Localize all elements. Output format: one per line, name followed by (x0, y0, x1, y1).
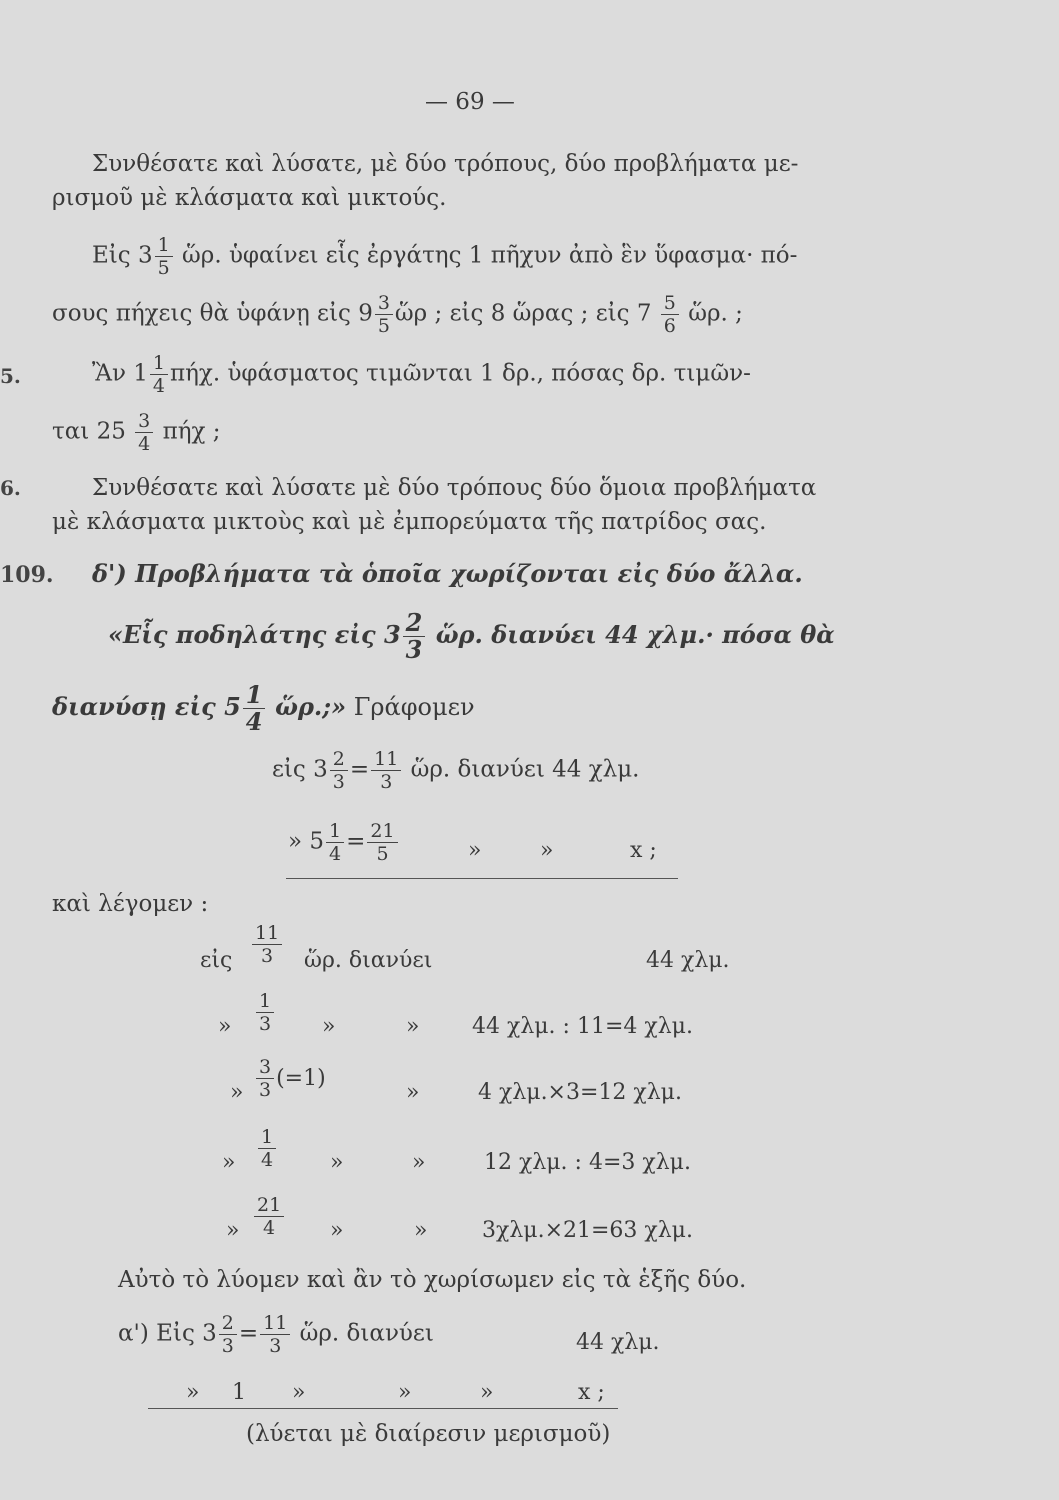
numerator: 21 (367, 820, 397, 843)
section-number: 109. (0, 562, 54, 588)
numerator: 5 (661, 292, 679, 315)
ditto-mark: » (322, 1014, 336, 1039)
divider-line (286, 878, 678, 879)
text-line (92, 234, 797, 279)
fraction (403, 610, 426, 663)
fraction (155, 234, 173, 279)
ditto-mark: » (330, 1218, 344, 1243)
unknown-x: x ; (578, 1380, 605, 1405)
numerator: 2 (403, 610, 426, 637)
numerator: 1 (155, 234, 173, 257)
text-fragment: ὥρ. ὑφαίνει εἷς ἐργάτης 1 πῆχυν ἀπὸ ἓν ὕφασμα· πό- (182, 242, 798, 269)
ditto-mark: » (330, 1150, 344, 1175)
page-number: — 69 — (425, 89, 515, 115)
ditto-mark: » (186, 1380, 200, 1405)
text-line: καὶ λέγομεν : (52, 891, 209, 917)
problem-line (108, 610, 835, 663)
fraction (256, 990, 274, 1035)
note-line: (λύεται μὲ διαίρεσιν μερισμοῦ) (246, 1421, 611, 1447)
numerator: 2 (330, 748, 348, 771)
ditto-mark: » (480, 1380, 494, 1405)
alpha2-one: 1 (232, 1380, 246, 1405)
numerator: 1 (243, 682, 266, 709)
fraction (375, 292, 393, 337)
alpha-result: 44 χλμ. (576, 1330, 660, 1355)
text-fragment: Γράφομεν (353, 693, 475, 721)
row-result: 4 χλμ.×3=12 χλμ. (478, 1080, 682, 1105)
ditto-mark: » (406, 1080, 420, 1105)
text-fragment: «Εἷς ποδηλάτης εἰς 3 (108, 620, 401, 649)
denominator: 5 (157, 257, 170, 279)
fraction (219, 1312, 237, 1357)
margin-number: 5. (0, 364, 21, 388)
denominator: 4 (152, 375, 165, 397)
fraction (252, 922, 282, 967)
fraction-cell (254, 1056, 326, 1101)
ditto-mark: » (540, 838, 554, 863)
text-fragment: εἰς 3 (272, 756, 328, 783)
numerator: 21 (254, 1194, 284, 1217)
numerator: 11 (252, 922, 282, 945)
denominator: 5 (377, 315, 390, 337)
numerator: 11 (260, 1312, 290, 1335)
numerator: 1 (258, 1126, 276, 1149)
fraction-cell (256, 1126, 278, 1171)
ditto-mark: » (406, 1014, 420, 1039)
denominator: 4 (261, 1149, 274, 1171)
row-prefix: εἰς (200, 948, 233, 973)
denominator: 5 (376, 843, 389, 865)
numerator: 11 (371, 748, 401, 771)
denominator: 3 (259, 1079, 272, 1101)
row-prefix: » (230, 1080, 244, 1105)
text-fragment: διανύσῃ εἰς 5 (52, 692, 241, 721)
denominator: 4 (138, 433, 151, 455)
text-fragment: πήχ ; (162, 418, 221, 445)
text-fragment: ὥρ. ; (688, 300, 743, 327)
fraction (256, 1056, 274, 1101)
text-fragment: ὥρ. διανύει (299, 1320, 434, 1347)
text-fragment: σους πήχεις θὰ ὑφάνῃ εἰς 9 (52, 300, 373, 327)
denominator: 4 (329, 843, 342, 865)
fraction (661, 292, 679, 337)
numerator: 3 (375, 292, 393, 315)
row-label: ὥρ. διανύει (304, 948, 433, 973)
unknown-x: x ; (630, 838, 657, 863)
text-fragment: α') Εἰς 3 (118, 1320, 217, 1347)
fraction (371, 748, 401, 793)
divider-line (148, 1408, 618, 1409)
row-prefix: » (218, 1014, 232, 1039)
fraction (367, 820, 397, 865)
fraction-note: (=1) (276, 1066, 326, 1091)
text-line (92, 352, 751, 397)
denominator: 3 (332, 771, 345, 793)
numerator: 2 (219, 1312, 237, 1335)
text-line: Αὐτὸ τὸ λύομεν καὶ ἂν τὸ χωρίσωμεν εἰς τὰ ἑξῆς δύο. (118, 1267, 747, 1293)
text-fragment: Ἂν 1 (92, 360, 148, 387)
text-fragment: ὥρ ; εἰς 8 ὥρας ; εἰς 7 (394, 300, 652, 327)
fraction-cell (252, 1194, 286, 1239)
section-heading: δ') Προβλήματα τὰ ὁποῖα χωρίζονται εἰς δύο ἄλλα. (92, 559, 803, 588)
text-fragment: ὥρ. διανύει 44 χλμ.· πόσα θὰ (435, 620, 835, 649)
fraction (254, 1194, 284, 1239)
ditto-mark: » (292, 1380, 306, 1405)
row-prefix: » (222, 1150, 236, 1175)
fraction (330, 748, 348, 793)
denominator: 3 (269, 1335, 282, 1357)
problem-line (52, 682, 475, 735)
denominator: 6 (663, 315, 676, 337)
row-result: 44 χλμ. (646, 948, 730, 973)
fraction (258, 1126, 276, 1171)
equals-sign: = (349, 756, 370, 783)
numerator: 3 (135, 410, 153, 433)
ditto-mark: » (412, 1150, 426, 1175)
text-fragment: ὥρ. διανύει 44 χλμ. (410, 756, 640, 783)
numerator: 3 (256, 1056, 274, 1079)
text-fragment: ὥρ.;» (275, 692, 347, 721)
fraction-cell (254, 990, 276, 1035)
fraction (260, 1312, 290, 1357)
equals-sign: = (346, 828, 366, 855)
denominator: 3 (405, 635, 423, 664)
ditto-mark: » (468, 838, 482, 863)
denominator: 3 (380, 771, 393, 793)
margin-number: 6. (0, 476, 21, 500)
text-line (52, 410, 220, 455)
text-fragment: ται 25 (52, 418, 126, 445)
fraction (150, 352, 168, 397)
row-result: 12 χλμ. : 4=3 χλμ. (484, 1150, 691, 1175)
text-line: ρισμοῦ μὲ κλάσματα καὶ μικτούς. (52, 185, 447, 211)
row-result: 44 χλμ. : 11=4 χλμ. (472, 1014, 693, 1039)
text-line: Συνθέσατε καὶ λύσατε, μὲ δύο τρόπους, δύο προβλήματα με- (92, 151, 799, 177)
text-fragment: πήχ. ὑφάσματος τιμῶνται 1 δρ., πόσας δρ. τιμῶν- (170, 360, 751, 387)
text-line (52, 292, 743, 337)
setup-row (272, 748, 640, 793)
denominator: 3 (259, 1013, 272, 1035)
denominator: 3 (261, 945, 274, 967)
ditto-mark: » (414, 1218, 428, 1243)
numerator: 1 (150, 352, 168, 375)
fraction (326, 820, 344, 865)
denominator: 4 (245, 707, 263, 736)
ditto-mark: » (398, 1380, 412, 1405)
equals-sign: = (238, 1320, 259, 1347)
denominator: 3 (221, 1335, 234, 1357)
text-line: Συνθέσατε καὶ λύσατε μὲ δύο τρόπους δύο ὅμοια προβλήματα (92, 475, 817, 501)
denominator: 4 (263, 1217, 276, 1239)
row-result: 3χλμ.×21=63 χλμ. (482, 1218, 693, 1243)
setup-row (288, 820, 400, 865)
fraction (135, 410, 153, 455)
numerator: 1 (326, 820, 344, 843)
alpha-row (118, 1312, 434, 1357)
fraction-cell (250, 922, 284, 967)
text-fragment: Εἰς 3 (92, 242, 153, 269)
row-prefix: » (226, 1218, 240, 1243)
text-line: μὲ κλάσματα μικτοὺς καὶ μὲ ἐμπορεύματα τῆς πατρίδος σας. (52, 509, 767, 535)
fraction (243, 682, 266, 735)
text-fragment: » 5 (288, 828, 325, 855)
numerator: 1 (256, 990, 274, 1013)
